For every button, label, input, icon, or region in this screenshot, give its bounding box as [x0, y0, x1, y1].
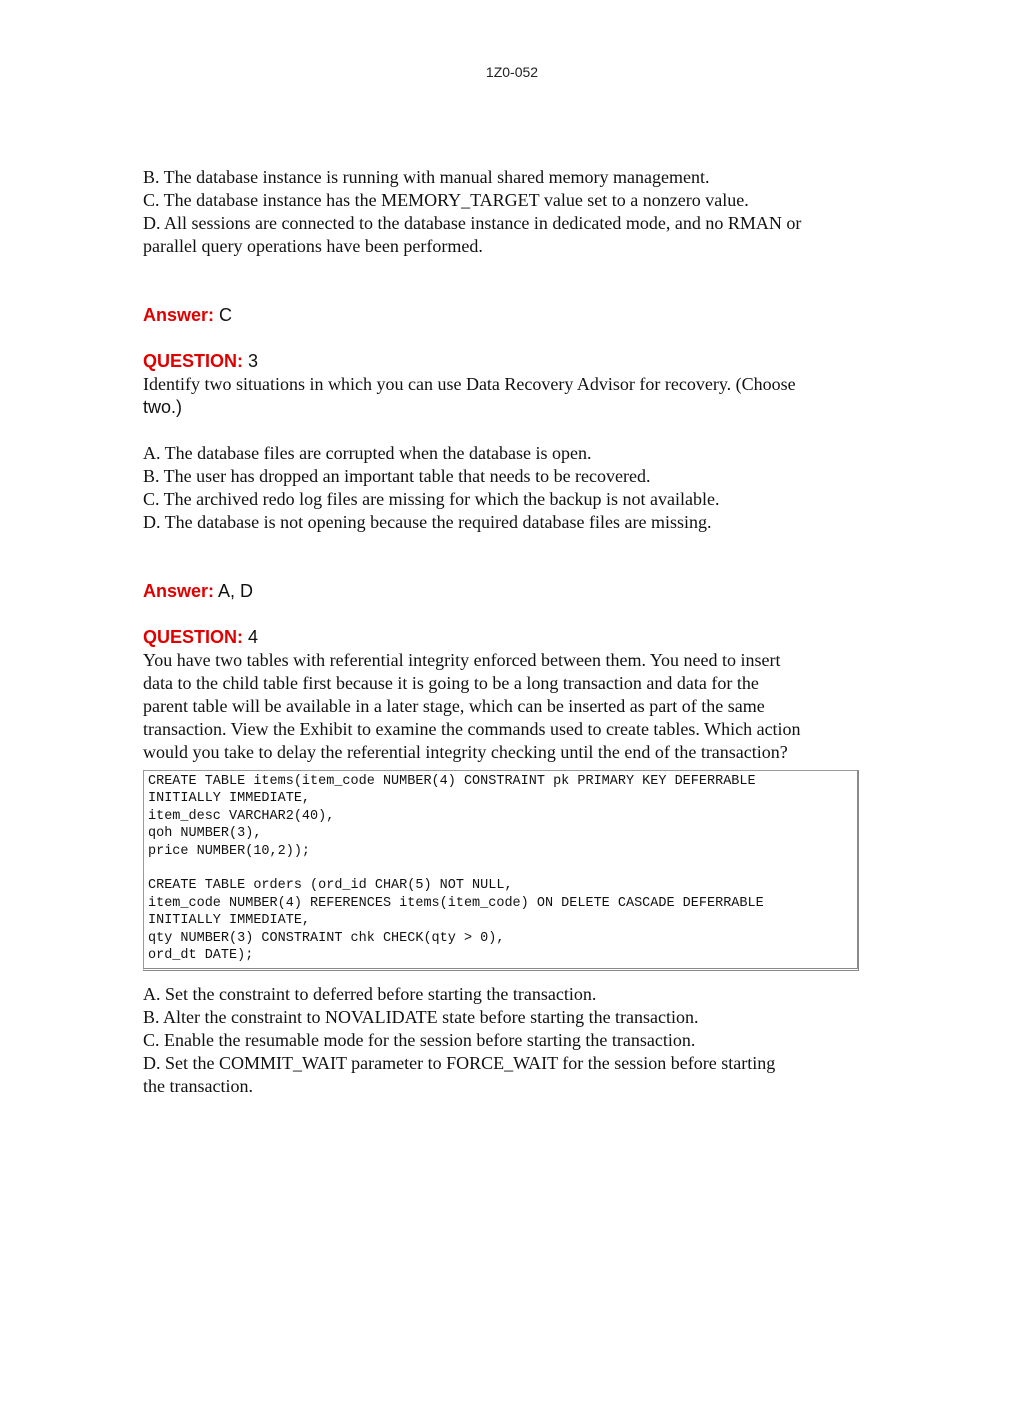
answer-label: Answer:: [143, 305, 215, 325]
code-line: INITIALLY IMMEDIATE,: [148, 791, 311, 807]
question-number: 3: [248, 351, 259, 371]
answer-value: C: [219, 305, 233, 325]
code-line: item_desc VARCHAR2(40),: [148, 808, 335, 824]
question-3-options: [143, 442, 903, 534]
code-line: price NUMBER(10,2));: [148, 843, 311, 859]
question-3-heading: [143, 350, 903, 373]
question-number: 4: [248, 627, 259, 647]
option-d: D. All sessions are connected to the database instance in dedicated mode, and no RMAN or: [143, 213, 802, 233]
option-b: B. The user has dropped an important table that needs to be recovered.: [143, 466, 651, 486]
answer-value: A, D: [218, 581, 254, 601]
option-b: B. The database instance is running with manual shared memory management.: [143, 167, 710, 187]
code-line: CREATE TABLE items(item_code NUMBER(4) CONSTRAINT pk PRIMARY KEY DEFERRABLE: [148, 774, 756, 789]
question-4-text-line: would you take to delay the referential integrity checking until the end of the transaction?: [143, 742, 788, 762]
option-a: A. The database files are corrupted when the database is open.: [143, 443, 592, 463]
code-line: CREATE TABLE orders (ord_id CHAR(5) NOT NULL,: [148, 878, 513, 894]
option-c: C. The database instance has the MEMORY_TARGET value set to a nonzero value.: [143, 190, 749, 210]
question-label: QUESTION:: [143, 627, 244, 647]
option-c: C. The archived redo log files are missing for which the backup is not available.: [143, 489, 720, 509]
question-3-text: Identify two situations in which you can use Data Recovery Advisor for recovery. (Choose: [143, 374, 796, 394]
question-2-answer: [143, 304, 903, 327]
question-4-options: [143, 983, 903, 1098]
question-label: QUESTION:: [143, 351, 244, 371]
option-c: C. Enable the resumable mode for the session before starting the transaction.: [143, 1030, 696, 1051]
question-4-text-line: data to the child table first because it is going to be a long transaction and data for the: [143, 673, 759, 693]
option-d-continued: parallel query operations have been performed.: [143, 236, 483, 256]
document-body: [143, 166, 903, 1098]
code-line: qoh NUMBER(3),: [148, 826, 262, 842]
option-d: D. The database is not opening because the required database files are missing.: [143, 512, 712, 532]
question-3-text-continued: two.): [143, 397, 183, 417]
code-line: ord_dt DATE);: [148, 948, 254, 964]
option-b: B. Alter the constraint to NOVALIDATE state before starting the transaction.: [143, 1007, 699, 1028]
page-header-code: 1Z0-052: [485, 64, 539, 80]
option-d-continued: the transaction.: [143, 1076, 253, 1097]
question-4-text-line: transaction. View the Exhibit to examine the commands used to create tables. Which action: [143, 719, 801, 739]
question-4-heading: [143, 626, 903, 649]
exhibit-code-box: [143, 770, 859, 971]
code-line: item_code NUMBER(4) REFERENCES items(item_code) ON DELETE CASCADE DEFERRABLE: [148, 895, 764, 911]
option-d: D. Set the COMMIT_WAIT parameter to FORCE_WAIT for the session before starting: [143, 1053, 776, 1074]
option-a: A. Set the constraint to deferred before starting the transaction.: [143, 984, 597, 1005]
question-2-options: [143, 166, 903, 258]
question-3-answer: [143, 580, 903, 603]
code-line: INITIALLY IMMEDIATE,: [148, 913, 311, 929]
question-4-text: [143, 649, 903, 764]
question-4-text-line: parent table will be available in a later stage, which can be inserted as part of the same: [143, 696, 765, 716]
question-4-text-line: You have two tables with referential integrity enforced between them. You need to insert: [143, 650, 781, 670]
answer-label: Answer:: [143, 581, 215, 601]
code-line: qty NUMBER(3) CONSTRAINT chk CHECK(qty > 0),: [148, 930, 505, 946]
